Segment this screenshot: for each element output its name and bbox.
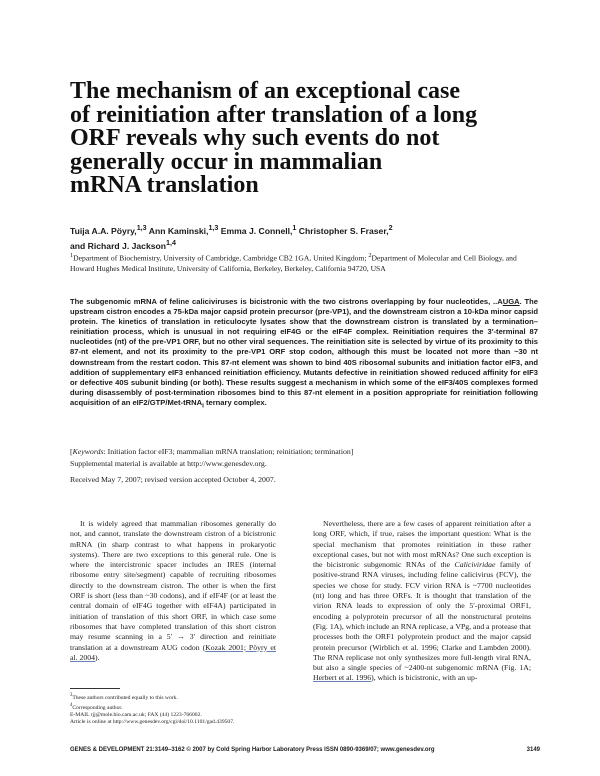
- body-italic-text: Caliciviridae: [454, 560, 496, 570]
- author-name: Christopher S. Fraser,: [298, 225, 389, 236]
- body-text: ).: [94, 652, 100, 662]
- abstract-text: The subgenomic mRNA of feline caliciviruses is bicistronic with the two cistrons overlapping by four nucleotides, ..A: [70, 297, 503, 306]
- body-column-right: [313, 519, 531, 684]
- title-line: of reinitiation after translation of a long: [70, 101, 478, 128]
- footnote-text: Article is online at http://www.genesdev.org/cgi/doi/10.1101/gad.439507.: [70, 718, 235, 725]
- body-text: ), which is bicistronic, with an up-: [371, 673, 478, 683]
- footnote: [70, 702, 284, 712]
- body-paragraph: [313, 519, 531, 684]
- body-text: family of positive-strand RNA viruses, including feline calicivirus (FCV), the species we chose for study. FCV virion RNA is ~7700 nucleotides (nt) long and has three ORFs. It is thought that translation of the virion RNA leads to expression of only the 5′-proximal ORF1, encoding a polyprotein precursor of all the nonstructural proteins (Fig. 1A), which include an RNA replicase, a VPg, and a protease that processes both the ORF1 polyprotein product and the major capsid protein precursor (Wirblich et al. 1996; Clarke and Lambden 2000). The RNA replicase not only synthesizes more full-length viral RNA, but also a single species of ~2400-nt subgenomic mRNA (Fig. 1A;: [313, 560, 532, 673]
- keywords-label: Keywords: [72, 447, 104, 456]
- footnote: [70, 719, 284, 726]
- body-paragraph: [70, 519, 276, 663]
- footnote-marker: 3: [70, 693, 73, 698]
- page-footer: [70, 746, 540, 754]
- citation-link[interactable]: Herbert et al. 1996: [313, 673, 372, 683]
- body-column-left: [70, 519, 276, 663]
- abstract-text: . The upstream cistron encodes a 75-kDa major capsid protein precursor (pre-VP1), and the downstream cistron a 10-kDa minor capsid protein. The kinetics of translation in reticulocyte lysates show that the downstream cistron is translated by a termination–reinitiation process, which is unusual in not requiring eIF4G or the eIF4F complex. Reinitiation requires the 3′-terminal 87 nucleotides (nt) of the pre-VP1 ORF, but no other viral sequences. The reinitiation site is selected by virtue of its proximity to this 87-nt element, and not its proximity to the pre-VP1 ORF stop codon, although this must be located not more than ~30 nt downstream from the restart codon. This 87-nt element was shown to bind 40S ribosomal subunits and initiation factor eIF3, and addition of supplementary eIF3 enhanced reinitiation efficiency. Mutants defective in reinitiation showed reduced affinity for eIF3 or defective 40S subunit binding (or both). These results suggest a mechanism in which some of the eIF3/40S complexes formed during disassembly of post-termination ribosomes bind to this 87-nt element in a position appropriate for reinitiation following acquisition of an eIF2/GTP/Met-tRNA: [70, 297, 538, 407]
- affiliations: [70, 251, 530, 274]
- footnote-text: Corresponding author.: [72, 704, 123, 711]
- footnote-marker: 4: [70, 702, 73, 708]
- footnote-text: E-MAIL rjj@mole.bio.cam.ac.uk; FAX (44) 1223-766002.: [70, 711, 202, 718]
- author-affiliation-marker: 2: [388, 224, 393, 232]
- author-name: Ann Kaminski,: [148, 225, 209, 236]
- title-line: mRNA translation: [70, 172, 259, 198]
- author-affiliation-marker: 1,3: [208, 224, 219, 232]
- title-line: The mechanism of an exceptional case: [70, 78, 460, 104]
- footnote-text: These authors contributed equally to this work.: [72, 694, 178, 701]
- author-name: and Richard J. Jackson: [70, 240, 166, 251]
- footnote: [70, 692, 284, 702]
- title-line: ORF reveals why such events do not: [70, 125, 440, 151]
- affiliation-text: Department of Biochemistry, University of Cambridge, Cambridge CB2 1GA, United Kingdom;: [73, 253, 369, 263]
- affiliation-marker: 2: [368, 252, 372, 259]
- received-dates: Received May 7, 2007; revised version accepted October 4, 2007.: [70, 475, 276, 484]
- footnote: [70, 712, 284, 719]
- abstract-text: ternary complex.: [203, 397, 267, 407]
- page-number: 3149: [526, 747, 540, 753]
- author-affiliation-marker: 1,4: [166, 238, 176, 247]
- affiliation-text: Department of Molecular and Cell Biology, and Howard Hughes Medical Institute, University of California, Berkeley, Berkeley, California 94720, USA: [70, 253, 517, 273]
- citation-link[interactable]: Kozak 2001; Pöyry et al. 2004: [70, 642, 276, 662]
- author-affiliation-marker: 1: [292, 224, 297, 232]
- author-name: Tuija A.A. Pöyry,: [70, 225, 137, 236]
- keywords: [Keywords: Initiation factor eIF3; mammalian mRNA translation; reinitiation; termination]: [70, 447, 354, 456]
- abstract: [70, 297, 538, 412]
- body-text: It is widely agreed that mammalian ribosomes generally do not, and cannot, translate the downstream cistron of a bicistronic mRNA (in sharp contrast to what happens in prokaryotic systems). There are two exceptions to this general rule. One is where the intercistronic spacer includes an IRES (internal ribosome entry site/segment) capable of recruiting ribosomes directly to the downstream cistron. The other is when the first ORF is short (less than ~30 codons), and if eIF4F (or at least the central domain of eIF4G together with eIF4A) participated in initiation of translation of this short ORF, in which case some ribosomes that have completed translation of this short cistron may resume scanning in a 5′ → 3′ direction and reinitiate translation at a downstream AUG codon (: [70, 519, 276, 652]
- body-text: Nevertheless, there are a few cases of apparent reinitiation after a long ORF, which, if true, raises the important question: What is the special mechanism that promotes reinitiation in these rather exceptional cases, but not with most mRNAs? One such exception is the bicistronic subgenomic RNAs of the: [313, 519, 531, 570]
- author-affiliation-marker: 1,3: [136, 224, 147, 232]
- author-list: [70, 222, 540, 252]
- keywords-text: : Initiation factor eIF3; mammalian mRNA translation; reinitiation; termination: [103, 447, 351, 456]
- abstract-underlined-codon: UGA: [502, 297, 520, 306]
- title-line: generally occur in mammalian: [70, 148, 383, 175]
- journal-citation: GENES & DEVELOPMENT 21:3149–3162 © 2007 by Cold Spring Harbor Laboratory Press ISSN 0890-9369/07; www.genesdev.org: [70, 747, 435, 753]
- footnotes: [70, 692, 284, 726]
- supplemental-note: Supplemental material is available at http://www.genesdev.org.: [70, 459, 267, 468]
- abstract-subscript: i: [202, 402, 204, 410]
- author-name: Emma J. Connell,: [220, 225, 293, 236]
- article-title: [70, 80, 550, 198]
- footnote-divider: [70, 688, 120, 689]
- affiliation-marker: 1: [70, 252, 74, 259]
